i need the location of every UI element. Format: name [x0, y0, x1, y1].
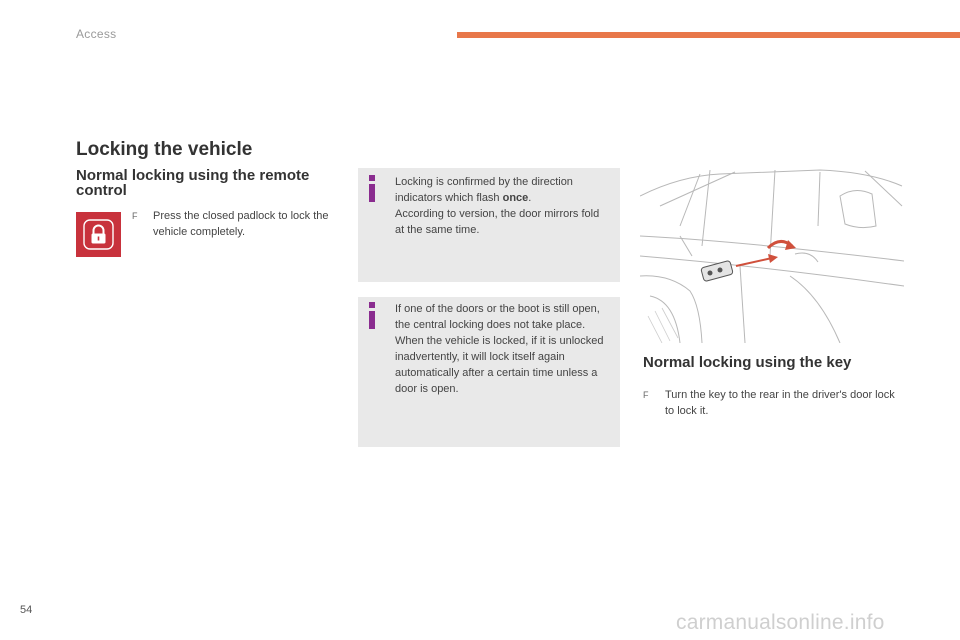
section-accent-bar [457, 32, 960, 38]
remote-locking-heading: Normal locking using the remote control [76, 167, 310, 199]
info-text-doors-open [395, 301, 610, 397]
watermark: carmanualsonline.info [676, 611, 885, 634]
bullet-marker: F [132, 211, 138, 221]
remote-bullet-text: Press the closed padlock to lock the vehicle completely. [153, 210, 329, 238]
info-text-mirrors: According to version, the door mirrors fold at the same time. [395, 208, 600, 236]
page-number: 54 [20, 604, 33, 616]
info-icon [365, 300, 383, 330]
section-label: Access [76, 27, 117, 41]
padlock-icon [76, 212, 121, 257]
key-locking-heading: Normal locking using the key [643, 354, 852, 371]
car-door-key-illustration [640, 166, 904, 343]
info-text-confirmation [395, 174, 605, 238]
info-text-part: If one of the doors or the boot is still open, the central locking does not take place. [395, 303, 600, 331]
padlock-button-illustration [76, 212, 121, 257]
info-text-part: Locking is confirmed by the direction indicators which flash [395, 176, 573, 204]
info-text-part: When the vehicle is locked, if it is unlocked inadvertently, it will lock itself again automatically after a certain time unless a door is open. [395, 335, 604, 395]
info-icon [365, 173, 383, 203]
page-title: Locking the vehicle [76, 139, 253, 160]
emphasis-once: once [502, 192, 529, 204]
info-text-part: . [528, 192, 532, 204]
bullet-marker: F [643, 390, 649, 400]
key-bullet-text: Turn the key to the rear in the driver's door lock to lock it. [665, 389, 895, 417]
